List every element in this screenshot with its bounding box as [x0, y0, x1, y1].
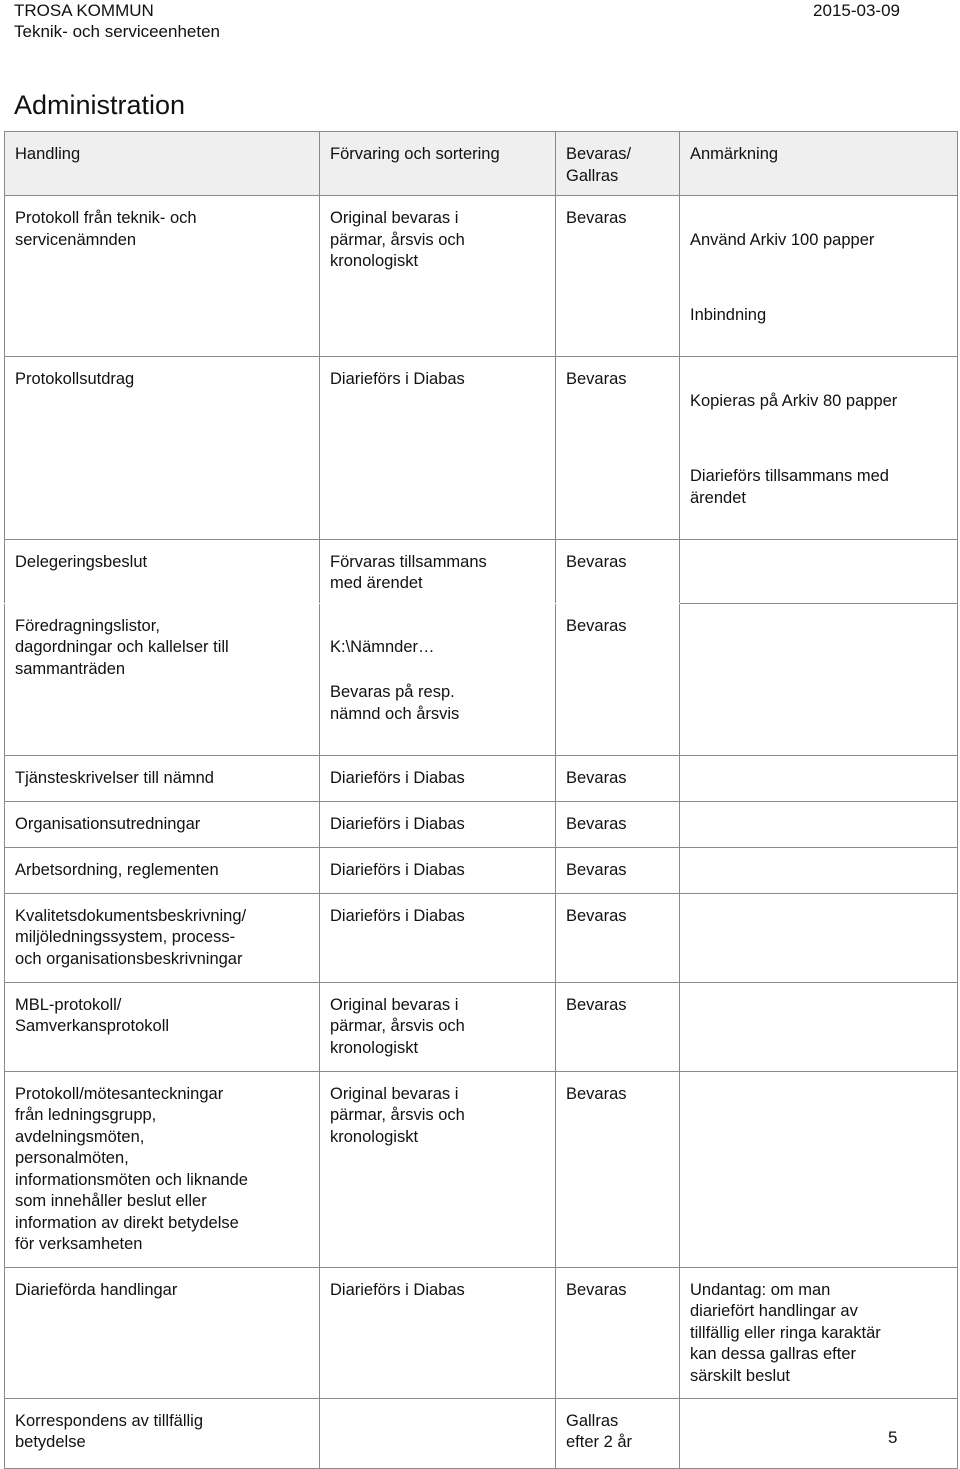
cell-forvaring — [320, 603, 556, 755]
anmarkning-line: Kopieras på Arkiv 80 papper — [690, 391, 898, 410]
anmarkning-line: Diarieförs tillsammans med ärendet — [690, 467, 889, 507]
cell-forvaring: Original bevaras i pärmar, årsvis och kronologiskt — [320, 1071, 556, 1267]
org-name: TROSA KOMMUN — [14, 1, 154, 20]
cell-anmarkning — [680, 1071, 958, 1267]
cell-bevaras: Bevaras — [556, 196, 680, 357]
document-header-left — [14, 0, 220, 42]
cell-forvaring: Diarieförs i Diabas — [320, 1267, 556, 1398]
cell-forvaring: Diarieförs i Diabas — [320, 893, 556, 982]
cell-anmarkning: Undantag: om man diariefört handlingar av tillfällig eller ringa karaktär kan dessa gallras efter särskilt beslut — [680, 1267, 958, 1398]
table-row — [5, 982, 958, 1071]
cell-handling: Protokoll från teknik- och servicenämnden — [5, 196, 320, 357]
col-header-handling: Handling — [5, 132, 320, 196]
cell-forvaring: Diarieförs i Diabas — [320, 801, 556, 847]
table-row — [5, 357, 958, 540]
table-row — [5, 196, 958, 357]
cell-handling: MBL-protokoll/ Samverkansprotokoll — [5, 982, 320, 1071]
table-row — [5, 755, 958, 801]
cell-bevaras: Bevaras — [556, 1267, 680, 1398]
cell-handling: Föredragningslistor, dagordningar och kallelser till sammanträden — [5, 603, 320, 755]
table-row — [5, 1398, 958, 1468]
cell-anmarkning — [680, 801, 958, 847]
cell-handling: Kvalitetsdokumentsbeskrivning/ miljöledningssystem, process- och organisationsbeskrivningar — [5, 893, 320, 982]
cell-forvaring: Original bevaras i pärmar, årsvis och kronologiskt — [320, 196, 556, 357]
cell-anmarkning — [680, 603, 958, 755]
table-row — [5, 603, 958, 755]
forvaring-line: Bevaras på resp. nämnd och årsvis — [330, 683, 460, 723]
cell-forvaring: Förvaras tillsammans med ärendet — [320, 539, 556, 603]
cell-bevaras: Bevaras — [556, 357, 680, 540]
page-number: 5 — [888, 1428, 898, 1447]
cell-bevaras: Bevaras — [556, 539, 680, 603]
records-table — [4, 131, 958, 1469]
cell-anmarkning — [680, 755, 958, 801]
cell-bevaras: Bevaras — [556, 1071, 680, 1267]
cell-bevaras: Bevaras — [556, 893, 680, 982]
unit-name: Teknik- och serviceenheten — [14, 22, 221, 41]
col-header-forvaring: Förvaring och sortering — [320, 132, 556, 196]
cell-forvaring: Original bevaras i pärmar, årsvis och kronologiskt — [320, 982, 556, 1071]
cell-anmarkning — [680, 357, 958, 540]
cell-anmarkning — [680, 982, 958, 1071]
forvaring-line: K:\Nämnder… — [330, 638, 435, 656]
col-header-bevaras: Bevaras/ Gallras — [556, 132, 680, 196]
cell-handling: Organisationsutredningar — [5, 801, 320, 847]
section-title: Administration — [14, 90, 186, 120]
cell-bevaras: Bevaras — [556, 603, 680, 755]
cell-anmarkning — [680, 196, 958, 357]
cell-anmarkning — [680, 893, 958, 982]
table-row — [5, 1267, 958, 1398]
cell-forvaring — [320, 1398, 556, 1468]
col-header-anmarkning: Anmärkning — [680, 132, 958, 196]
cell-forvaring: Diarieförs i Diabas — [320, 755, 556, 801]
cell-handling: Protokollsutdrag — [5, 357, 320, 540]
table-row — [5, 847, 958, 893]
cell-bevaras: Bevaras — [556, 755, 680, 801]
cell-anmarkning — [680, 539, 958, 603]
cell-forvaring: Diarieförs i Diabas — [320, 357, 556, 540]
table-row — [5, 801, 958, 847]
table-header-row — [5, 132, 958, 196]
cell-handling: Delegeringsbeslut — [5, 539, 320, 603]
anmarkning-line: Använd Arkiv 100 papper — [690, 230, 875, 249]
cell-bevaras: Gallras efter 2 år — [556, 1398, 680, 1468]
cell-anmarkning — [680, 1398, 958, 1468]
cell-handling: Diarieförda handlingar — [5, 1267, 320, 1398]
anmarkning-line: Inbindning — [690, 306, 767, 324]
cell-handling: Arbetsordning, reglementen — [5, 847, 320, 893]
cell-forvaring: Diarieförs i Diabas — [320, 847, 556, 893]
cell-handling: Korrespondens av tillfällig betydelse — [5, 1398, 320, 1468]
document-date: 2015-03-09 — [813, 1, 900, 20]
cell-handling: Tjänsteskrivelser till nämnd — [5, 755, 320, 801]
cell-bevaras: Bevaras — [556, 847, 680, 893]
table-row — [5, 539, 958, 603]
cell-anmarkning — [680, 847, 958, 893]
cell-handling: Protokoll/mötesanteckningar från ledningsgrupp, avdelningsmöten, personalmöten, informationsmöten och liknande som innehåller beslut eller information av direkt betydelse för verksamheten — [5, 1071, 320, 1267]
table-row — [5, 893, 958, 982]
cell-bevaras: Bevaras — [556, 801, 680, 847]
table-row — [5, 1071, 958, 1267]
cell-bevaras: Bevaras — [556, 982, 680, 1071]
